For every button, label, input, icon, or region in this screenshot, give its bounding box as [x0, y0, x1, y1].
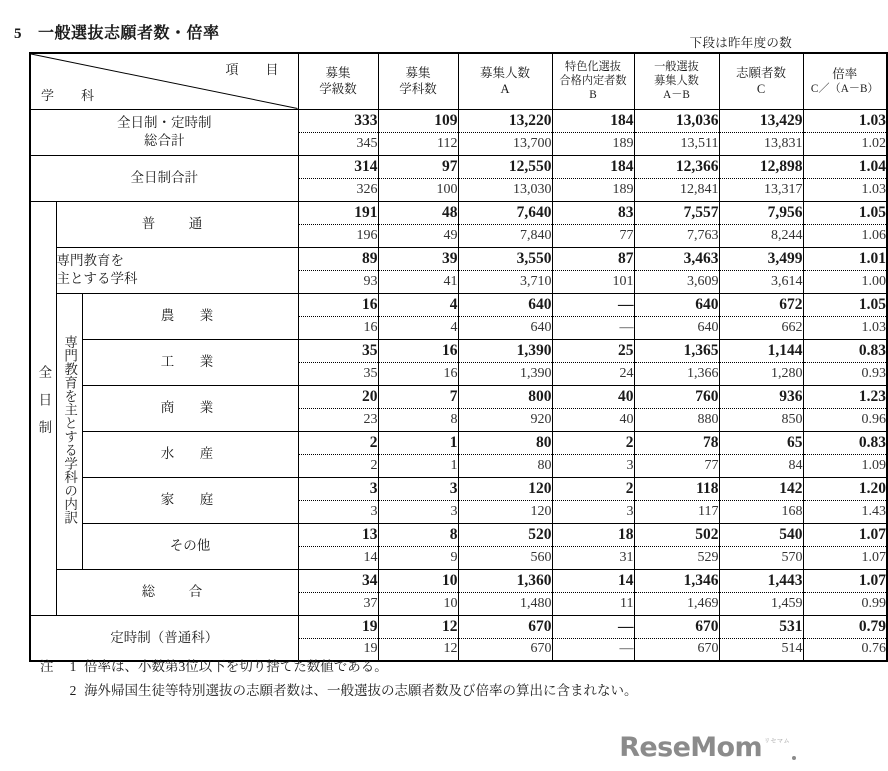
col-header-tokushoku-line2: 合格内定者数 — [559, 75, 627, 88]
cell-tokushoku-prev: 189 — [552, 132, 634, 155]
col-header-ippan-line2: 募集人数 — [654, 75, 699, 88]
cell-tokushoku: — — [552, 615, 634, 638]
col-header-applicants — [719, 53, 803, 109]
statistics-table-wrapper — [29, 52, 886, 662]
cell-applicants: 65 — [719, 431, 803, 454]
cell-ippan: 78 — [634, 431, 719, 454]
cell-depts: 39 — [378, 247, 458, 270]
cell-classes: 2 — [298, 431, 378, 454]
cell-ratio-prev: 1.03 — [803, 178, 887, 201]
cell-applicants: 7,956 — [719, 201, 803, 224]
col-header-classes — [298, 53, 378, 109]
cell-capacity: 3,550 — [458, 247, 552, 270]
cell-applicants: 540 — [719, 523, 803, 546]
cell-depts: 4 — [378, 293, 458, 316]
page-title — [14, 20, 220, 43]
row-label-kogyo: 工 業 — [82, 339, 298, 385]
vertical-label-zennichisei-text: 全日制 — [36, 364, 52, 448]
resemom-logo-dot-icon — [792, 756, 796, 760]
table-row — [30, 569, 887, 592]
cell-ippan: 502 — [634, 523, 719, 546]
cell-classes-prev: 19 — [298, 638, 378, 661]
cell-applicants-prev: 8,244 — [719, 224, 803, 247]
footnote-item — [40, 679, 638, 703]
cell-ratio-prev: 1.03 — [803, 316, 887, 339]
cell-applicants-prev: 1,459 — [719, 592, 803, 615]
cell-classes: 314 — [298, 155, 378, 178]
cell-capacity: 800 — [458, 385, 552, 408]
cell-depts: 7 — [378, 385, 458, 408]
table-row — [30, 339, 887, 362]
cell-tokushoku-prev: 189 — [552, 178, 634, 201]
cell-ratio: 1.20 — [803, 477, 887, 500]
cell-capacity: 1,360 — [458, 569, 552, 592]
cell-capacity: 1,390 — [458, 339, 552, 362]
resemom-logo-ruby: リセマム — [764, 738, 790, 745]
cell-ippan-prev: 7,763 — [634, 224, 719, 247]
cell-applicants: 531 — [719, 615, 803, 638]
table-header-row — [30, 53, 887, 109]
cell-ippan: 3,463 — [634, 247, 719, 270]
cell-capacity-prev: 80 — [458, 454, 552, 477]
cell-tokushoku-prev: — — [552, 316, 634, 339]
cell-ratio-prev: 0.93 — [803, 362, 887, 385]
row-label-sogo: 総 合 — [56, 569, 298, 615]
cell-capacity-prev: 920 — [458, 408, 552, 431]
table-row — [30, 523, 887, 546]
vertical-label-senmon-breakdown-text: 専門教育を主とする学科の内訳 — [62, 334, 78, 524]
cell-applicants: 12,898 — [719, 155, 803, 178]
cell-depts: 8 — [378, 523, 458, 546]
footnote-mark: 注 — [40, 659, 54, 674]
col-header-depts — [378, 53, 458, 109]
col-header-tokushoku-line3: B — [589, 89, 597, 102]
cell-tokushoku: 25 — [552, 339, 634, 362]
cell-classes: 191 — [298, 201, 378, 224]
cell-ippan-prev: 1,366 — [634, 362, 719, 385]
table-row — [30, 247, 887, 270]
cell-capacity-prev: 560 — [458, 546, 552, 569]
cell-classes-prev: 37 — [298, 592, 378, 615]
cell-ratio-prev: 1.07 — [803, 546, 887, 569]
table-row — [30, 477, 887, 500]
cell-tokushoku: — — [552, 293, 634, 316]
row-label-shogyo: 商 業 — [82, 385, 298, 431]
footnote-index: 2 — [69, 682, 77, 698]
cell-ratio: 0.79 — [803, 615, 887, 638]
cell-ratio-prev: 0.96 — [803, 408, 887, 431]
col-header-applicants-line1: 志願者数 — [735, 66, 786, 81]
cell-applicants-prev: 13,831 — [719, 132, 803, 155]
row-label-nogyo: 農 業 — [82, 293, 298, 339]
col-header-ippan-line3: A－B — [663, 89, 690, 102]
cell-depts: 1 — [378, 431, 458, 454]
row-label-grand-total-line1: 全日制・定時制 — [117, 115, 212, 131]
cell-ratio: 0.83 — [803, 339, 887, 362]
cell-ippan-prev: 13,511 — [634, 132, 719, 155]
cell-tokushoku: 87 — [552, 247, 634, 270]
cell-ratio-prev: 0.99 — [803, 592, 887, 615]
cell-capacity: 520 — [458, 523, 552, 546]
table-row — [30, 385, 887, 408]
cell-tokushoku: 83 — [552, 201, 634, 224]
cell-applicants: 936 — [719, 385, 803, 408]
cell-applicants: 3,499 — [719, 247, 803, 270]
cell-applicants-prev: 168 — [719, 500, 803, 523]
cell-depts-prev: 10 — [378, 592, 458, 615]
cell-ratio: 1.05 — [803, 293, 887, 316]
cell-ratio: 1.07 — [803, 569, 887, 592]
cell-classes-prev: 3 — [298, 500, 378, 523]
cell-ippan: 1,346 — [634, 569, 719, 592]
row-label-grand-total — [30, 109, 298, 155]
cell-applicants: 672 — [719, 293, 803, 316]
cell-applicants-prev: 1,280 — [719, 362, 803, 385]
cell-capacity: 80 — [458, 431, 552, 454]
cell-depts-prev: 16 — [378, 362, 458, 385]
cell-ratio: 1.07 — [803, 523, 887, 546]
footnote-text: 倍率は、小数第3位以下を切り捨てた数値である。 — [84, 659, 388, 674]
cell-depts-prev: 12 — [378, 638, 458, 661]
cell-depts-prev: 1 — [378, 454, 458, 477]
cell-classes-prev: 345 — [298, 132, 378, 155]
row-label-senmon-gakka-line2: 主とする学科 — [56, 271, 138, 286]
top-note: 下段は昨年度の数 — [689, 36, 792, 50]
cell-capacity: 7,640 — [458, 201, 552, 224]
cell-applicants-prev: 570 — [719, 546, 803, 569]
corner-cell — [30, 53, 298, 109]
cell-applicants: 1,443 — [719, 569, 803, 592]
cell-ratio-prev: 1.02 — [803, 132, 887, 155]
cell-ippan: 7,557 — [634, 201, 719, 224]
cell-tokushoku: 184 — [552, 155, 634, 178]
cell-capacity: 670 — [458, 615, 552, 638]
cell-ippan: 640 — [634, 293, 719, 316]
cell-ippan-prev: 77 — [634, 454, 719, 477]
col-header-classes-line2: 学級数 — [319, 82, 357, 97]
row-label-grand-total-line2: 総合計 — [144, 133, 185, 148]
cell-ippan-prev: 880 — [634, 408, 719, 431]
cell-ippan: 760 — [634, 385, 719, 408]
col-header-depts-line2: 学科数 — [399, 82, 437, 97]
table-row — [30, 293, 887, 316]
resemom-logo-text: ReseMom — [619, 732, 763, 763]
cell-ratio: 1.03 — [803, 109, 887, 132]
cell-ippan-prev: 670 — [634, 638, 719, 661]
row-label-katei: 家 庭 — [82, 477, 298, 523]
cell-tokushoku: 2 — [552, 431, 634, 454]
cell-applicants-prev: 3,614 — [719, 270, 803, 293]
cell-applicants-prev: 13,317 — [719, 178, 803, 201]
cell-applicants-prev: 84 — [719, 454, 803, 477]
cell-applicants-prev: 850 — [719, 408, 803, 431]
row-label-suisan: 水 産 — [82, 431, 298, 477]
col-header-ratio-line1: 倍率 — [832, 67, 858, 82]
cell-tokushoku-prev: 3 — [552, 500, 634, 523]
cell-tokushoku-prev: 24 — [552, 362, 634, 385]
vertical-label-senmon-breakdown — [56, 293, 82, 569]
col-header-ippan-line1: 一般選抜 — [654, 60, 699, 73]
cell-depts: 97 — [378, 155, 458, 178]
cell-ratio: 1.01 — [803, 247, 887, 270]
col-header-capacity-line1: 募集人数 — [479, 66, 530, 81]
cell-ippan-prev: 117 — [634, 500, 719, 523]
cell-capacity: 13,220 — [458, 109, 552, 132]
cell-ippan: 1,365 — [634, 339, 719, 362]
cell-depts-prev: 41 — [378, 270, 458, 293]
col-header-tokushoku — [552, 53, 634, 109]
cell-depts: 12 — [378, 615, 458, 638]
cell-tokushoku: 14 — [552, 569, 634, 592]
cell-capacity: 120 — [458, 477, 552, 500]
cell-tokushoku-prev: 31 — [552, 546, 634, 569]
col-header-ratio — [803, 53, 887, 109]
cell-classes: 20 — [298, 385, 378, 408]
cell-classes: 89 — [298, 247, 378, 270]
cell-classes-prev: 2 — [298, 454, 378, 477]
cell-ippan: 13,036 — [634, 109, 719, 132]
cell-tokushoku: 40 — [552, 385, 634, 408]
cell-tokushoku-prev: 77 — [552, 224, 634, 247]
cell-ippan: 670 — [634, 615, 719, 638]
cell-ratio-prev: 1.06 — [803, 224, 887, 247]
cell-depts-prev: 9 — [378, 546, 458, 569]
corner-dept-label: 学 科 — [41, 87, 102, 103]
cell-classes-prev: 14 — [298, 546, 378, 569]
footnotes — [40, 655, 638, 702]
col-header-ratio-line2: C／（A－B） — [810, 83, 879, 96]
col-header-depts-line1: 募集 — [405, 66, 431, 81]
cell-classes: 333 — [298, 109, 378, 132]
cell-ratio-prev: 0.76 — [803, 638, 887, 661]
cell-ippan-prev: 529 — [634, 546, 719, 569]
cell-depts: 16 — [378, 339, 458, 362]
cell-ratio-prev: 1.09 — [803, 454, 887, 477]
cell-capacity-prev: 13,700 — [458, 132, 552, 155]
cell-applicants: 13,429 — [719, 109, 803, 132]
cell-depts: 3 — [378, 477, 458, 500]
table-row — [30, 109, 887, 132]
cell-ippan-prev: 1,469 — [634, 592, 719, 615]
row-label-sonota: その他 — [82, 523, 298, 569]
cell-capacity-prev: 13,030 — [458, 178, 552, 201]
cell-classes: 19 — [298, 615, 378, 638]
cell-classes-prev: 16 — [298, 316, 378, 339]
col-header-capacity-line2: A — [500, 82, 510, 97]
cell-capacity: 12,550 — [458, 155, 552, 178]
cell-capacity-prev: 7,840 — [458, 224, 552, 247]
cell-depts: 48 — [378, 201, 458, 224]
table-row — [30, 431, 887, 454]
cell-classes: 35 — [298, 339, 378, 362]
cell-capacity: 640 — [458, 293, 552, 316]
cell-applicants: 1,144 — [719, 339, 803, 362]
cell-capacity-prev: 1,480 — [458, 592, 552, 615]
cell-ippan-prev: 12,841 — [634, 178, 719, 201]
cell-classes: 3 — [298, 477, 378, 500]
cell-capacity-prev: 3,710 — [458, 270, 552, 293]
cell-ratio: 1.23 — [803, 385, 887, 408]
cell-ratio: 0.83 — [803, 431, 887, 454]
cell-depts: 10 — [378, 569, 458, 592]
cell-ratio-prev: 1.00 — [803, 270, 887, 293]
cell-tokushoku-prev: 3 — [552, 454, 634, 477]
col-header-classes-line1: 募集 — [325, 66, 351, 81]
cell-ippan-prev: 3,609 — [634, 270, 719, 293]
cell-ratio: 1.05 — [803, 201, 887, 224]
footnote-item — [40, 655, 638, 679]
cell-depts-prev: 49 — [378, 224, 458, 247]
cell-capacity-prev: 120 — [458, 500, 552, 523]
footnote-mark-spacer — [40, 679, 62, 703]
cell-classes-prev: 196 — [298, 224, 378, 247]
cell-tokushoku-prev: 101 — [552, 270, 634, 293]
col-header-ippan — [634, 53, 719, 109]
col-header-applicants-line2: C — [756, 82, 766, 97]
cell-capacity-prev: 670 — [458, 638, 552, 661]
row-label-senmon-gakka — [56, 247, 298, 293]
corner-item-label: 項 目 — [225, 62, 286, 77]
vertical-label-zennichisei — [30, 201, 56, 615]
section-number: 5 — [14, 26, 22, 42]
cell-tokushoku-prev: 11 — [552, 592, 634, 615]
resemom-logo[interactable] — [619, 732, 796, 763]
cell-tokushoku-prev: — — [552, 638, 634, 661]
row-label-teijisei: 定時制（普通科） — [30, 615, 298, 661]
footnote-index: 1 — [69, 659, 77, 674]
cell-classes-prev: 23 — [298, 408, 378, 431]
table-row — [30, 201, 887, 224]
cell-classes-prev: 35 — [298, 362, 378, 385]
cell-tokushoku: 18 — [552, 523, 634, 546]
col-header-tokushoku-line1: 特色化選抜 — [565, 60, 621, 73]
col-header-capacity — [458, 53, 552, 109]
cell-depts: 109 — [378, 109, 458, 132]
cell-applicants-prev: 662 — [719, 316, 803, 339]
footnote-text: 海外帰国生徒等特別選抜の志願者数は、一般選抜の志願者数及び倍率の算出に含まれない。 — [84, 682, 638, 698]
cell-classes-prev: 326 — [298, 178, 378, 201]
row-label-zennichi-total: 全日制合計 — [30, 155, 298, 201]
cell-applicants-prev: 514 — [719, 638, 803, 661]
cell-classes: 34 — [298, 569, 378, 592]
cell-ippan-prev: 640 — [634, 316, 719, 339]
cell-depts-prev: 100 — [378, 178, 458, 201]
cell-classes: 13 — [298, 523, 378, 546]
row-label-futsu: 普 通 — [56, 201, 298, 247]
cell-depts-prev: 112 — [378, 132, 458, 155]
cell-depts-prev: 3 — [378, 500, 458, 523]
cell-applicants: 142 — [719, 477, 803, 500]
cell-classes: 16 — [298, 293, 378, 316]
cell-capacity-prev: 640 — [458, 316, 552, 339]
table-row — [30, 155, 887, 178]
table-row — [30, 615, 887, 638]
cell-ratio-prev: 1.43 — [803, 500, 887, 523]
cell-tokushoku: 2 — [552, 477, 634, 500]
cell-capacity-prev: 1,390 — [458, 362, 552, 385]
cell-tokushoku: 184 — [552, 109, 634, 132]
cell-depts-prev: 4 — [378, 316, 458, 339]
cell-ippan: 12,366 — [634, 155, 719, 178]
cell-classes-prev: 93 — [298, 270, 378, 293]
cell-depts-prev: 8 — [378, 408, 458, 431]
cell-ratio: 1.04 — [803, 155, 887, 178]
cell-tokushoku-prev: 40 — [552, 408, 634, 431]
statistics-table — [29, 52, 888, 662]
cell-ippan: 118 — [634, 477, 719, 500]
row-label-senmon-gakka-line1: 専門教育を — [56, 253, 124, 269]
title-text: 一般選抜志願者数・倍率 — [38, 25, 220, 42]
